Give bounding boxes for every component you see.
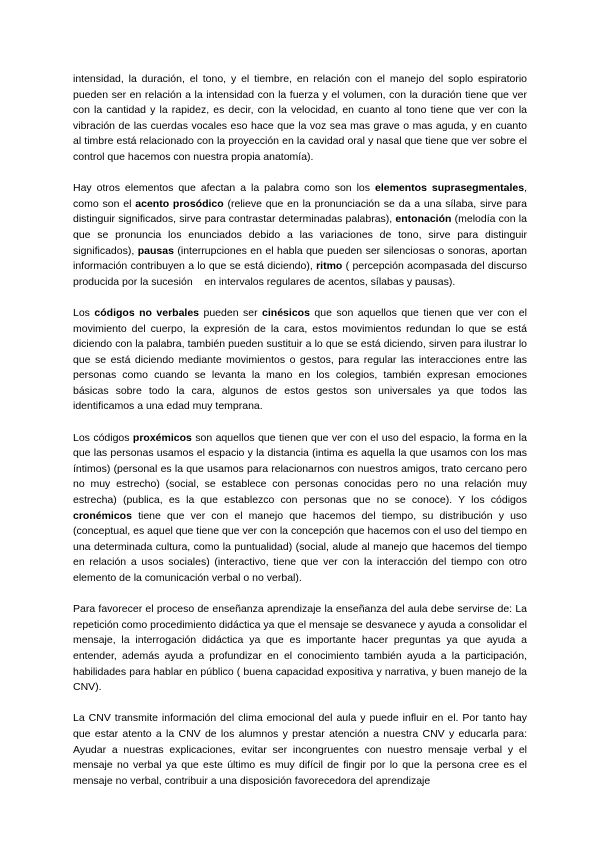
text-run: (interrupciones en el habla que pueden ser silenciosas o sonoras, aportan información contribuyen a lo que se está diciendo), xyxy=(73,244,530,273)
text-run: (relieve que en la pronunciación se da a una sílaba, sirve para distinguir significados, sirve para contrastar determinadas palabras), xyxy=(73,197,530,226)
bold-term: códigos no verbales xyxy=(94,306,200,319)
text-run: (melodía con la que se pronuncia los enunciados debido a las variaciones de tono, sirve para distinguir significados), xyxy=(73,213,530,257)
text-run: Hay otros elementos que afectan a la palabra como son los xyxy=(73,182,375,195)
bold-term: cinésicos xyxy=(262,306,310,319)
text-run: intensidad, la duración, el tono, y el tiembre, en relación con el manejo del soplo espiratorio pueden ser en relación a la intensidad con la fuerza y el volumen, con la duración tiene que ver con la cantidad y la rapidez, es decir, con la velocidad, en cuanto al tono tiene que ver con la vibración de las cuerdas vocales eso hace que la voz sea mas grave o mas aguda, y en cuanto al timbre está relacionado con la proyección en la cavidad oral y nasal que tiene que ver sobre el control que hacemos con nuestra propia anatomía). xyxy=(73,73,530,163)
text-run: Los códigos xyxy=(73,431,133,444)
text-run: ( percepción acompasada del discurso producida por la sucesión en intervalos regulares de acentos, sílabas y pausas). xyxy=(73,260,530,288)
paragraph-5 xyxy=(73,602,530,696)
bold-term: cronémicos xyxy=(73,509,132,522)
text-run: La CNV transmite información del clima emocional del aula y puede influir en el. Por tanto hay que estar atento a la CNV de los alumnos y prestar atención a nuestra CNV y educarla para: Ayudar a nuestras explicaciones, evitar ser incongruentes con nuestro mensaje verbal y el mensaje no verbal ya que este último es muy difícil de fingir por lo que la persona cree es el mensaje no verbal, contribuir a una disposición favorecedora del aprendizaje xyxy=(73,712,530,787)
text-run: son aquellos que tienen que ver con el uso del espacio, la forma en la que las personas usamos el espacio y la distancia (intima es aquella la que usamos con los mas íntimos) (personal es la que usamos para relacionarnos con nuestros amigos, trato cercano pero no muy estrecho) (social, se establece con personas conocidas pero no una relación muy estrecha) (publica, es la que establezco con personas que no se conoce). Y los códigos xyxy=(73,431,530,507)
paragraph-1 xyxy=(73,72,530,166)
paragraph-4 xyxy=(73,431,530,587)
bold-term: elementos suprasegmentales xyxy=(374,182,525,195)
bold-term: ritmo xyxy=(316,260,343,273)
text-run: , como son el xyxy=(73,182,530,210)
bold-term: proxémicos xyxy=(132,431,192,444)
document-body xyxy=(73,72,530,789)
text-run: que son aquellos que tienen que ver con el movimiento del cuerpo, la expresión de la cara, estos movimientos redundan lo que se está diciendo con la palabra, también pueden sustituir a lo que se está diciendo, sirven para ilustrar lo que se está diciendo mediante movimientos o gestos, para regular las interacciones entre las personas como cuando se levanta la mano en los colegios, también expresan emociones básicas sobre todo la cara, algunos de estos gestos son universales ya que todos las identificamos a una edad muy temprana. xyxy=(73,306,530,413)
text-run: pueden ser xyxy=(199,306,263,319)
bold-term: entonación xyxy=(395,213,452,226)
paragraph-2 xyxy=(73,181,530,290)
paragraph-6 xyxy=(73,711,530,789)
bold-term: pausas xyxy=(137,244,174,257)
paragraph-3 xyxy=(73,306,530,415)
text-run: Los xyxy=(73,306,95,319)
bold-term: acento prosódico xyxy=(135,197,224,210)
text-run: tiene que ver con el manejo que hacemos del tiempo, su distribución y uso (conceptual, es aquel que tiene que ver con la concepción que hacemos con el uso del tiempo en una determinada cultura, como la puntualidad) (social, alude al manejo que hacemos del tiempo en relación a usos sociales) (interactivo, tiene que ver con la interacción del tiempo con otro elemento de la comunicación verbal o no verbal). xyxy=(73,509,530,584)
text-run: Para favorecer el proceso de enseñanza aprendizaje la enseñanza del aula debe servirse de: La repetición como procedimiento didáctica ya que el mensaje se desvanece y ayuda a consolidar el mensaje, la interrogación didáctica ya que es importante hacer preguntas ya que ayuda a entender, además ayuda a profundizar en el conocimiento también ayuda a la participación, habilidades para hablar en público ( buena capacidad expositiva y narrativa, y buen manejo de la CNV). xyxy=(73,603,530,694)
